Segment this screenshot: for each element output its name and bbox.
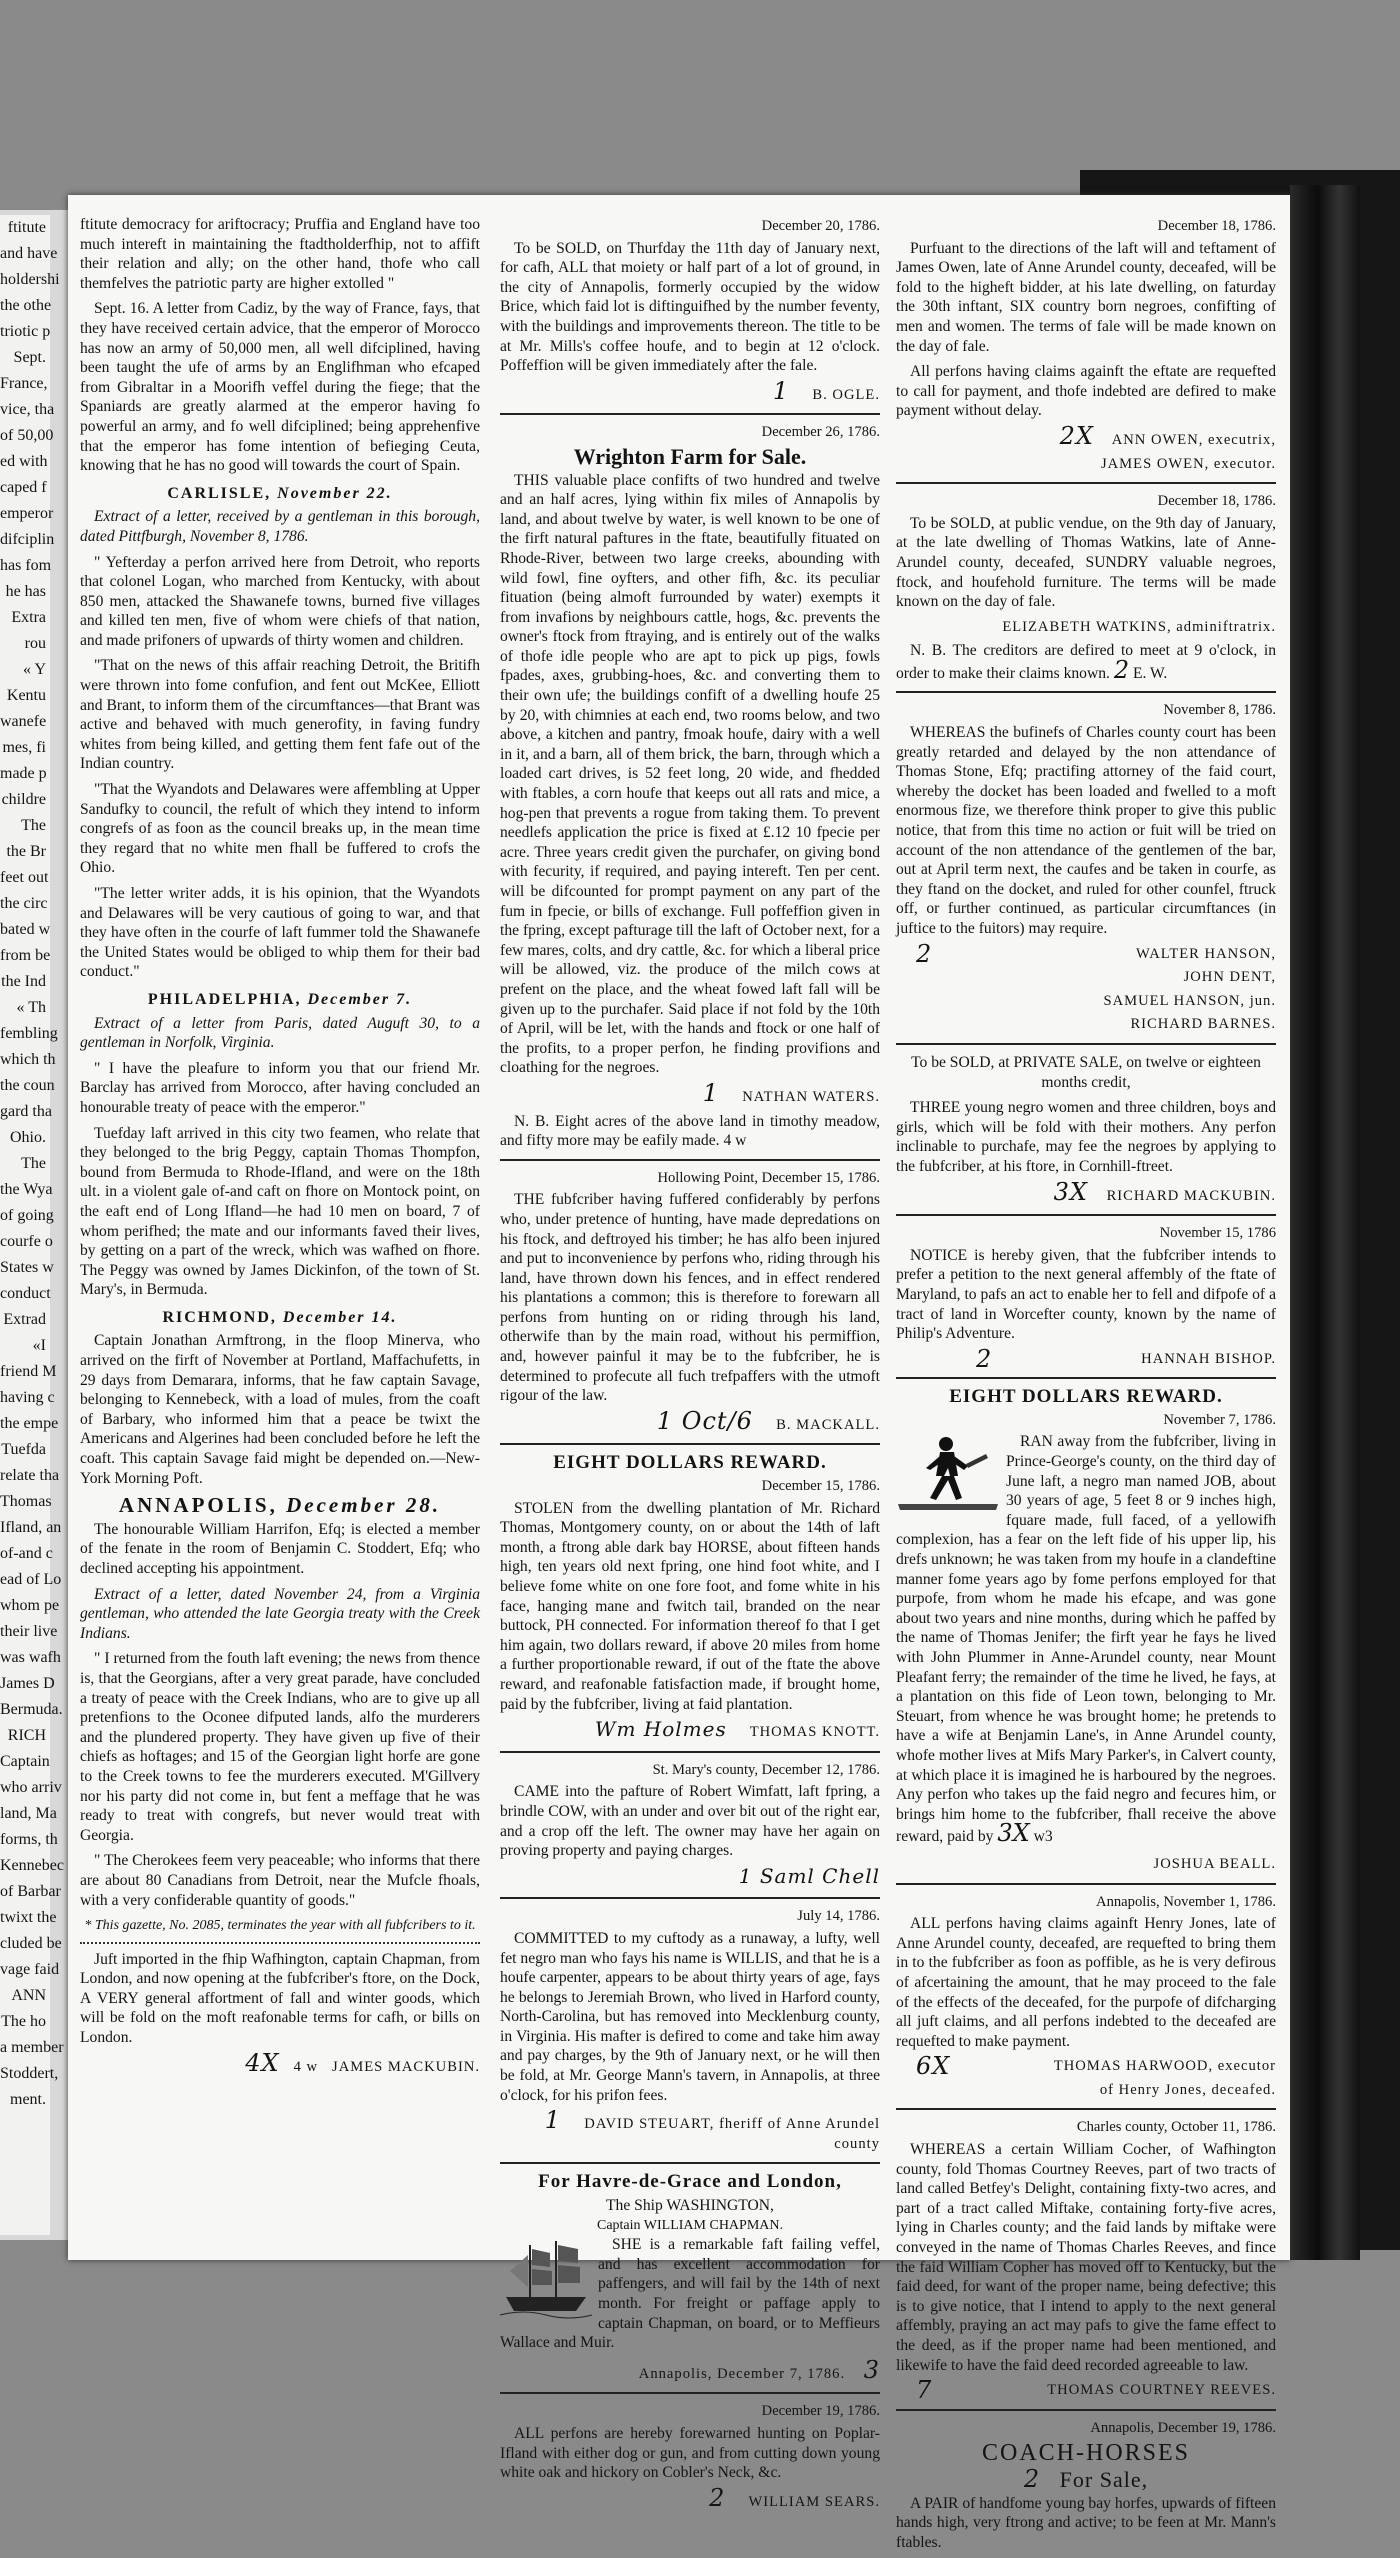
text-paragraph: " I returned from the fouth laft evening; the news from thence is, that the Georgians, after a very great parade, have concluded a treaty of peace with the Creek Indians, who are to give up all pretenfions to the Oconee difputed lands, alfo the murderers and the plundered property. They have given up five of their chiefs as hoftages; and 15 of the Georgian light horfe are gone to the Creek towns to fee the murderers executed. M'Gillvery nor his party did not come in, but fent a meffage that he was ready to treat with congrefs, but never would treat with Georgia. bbox=[80, 1650, 480, 1844]
signature: B. OGLE. bbox=[812, 386, 880, 403]
margin-fragment: RICH bbox=[7, 1727, 46, 1744]
signature: JOSHUA BEALL. bbox=[1153, 1855, 1276, 1872]
margin-fragment: ftitute bbox=[7, 219, 46, 236]
ad-ship: SHE is a remarkable faft failing veffel, and has excellent accommodation for paffengers, and will fail by the 14th of next month. For freight or paffage apply to captain Chapman, on board, or to Meffieurs Wallace and Muir. bbox=[500, 2236, 880, 2352]
margin-fragment: Kennebec bbox=[0, 1857, 64, 1874]
margin-fragment: ead of Lo bbox=[0, 1571, 62, 1588]
letter-intro: Extract of a letter from Paris, dated Auguft 30, to a gentleman in Norfolk, Virginia. bbox=[80, 1014, 480, 1052]
signature: THOMAS HARWOOD, executor bbox=[1053, 2058, 1276, 2075]
margin-fragment: States w bbox=[0, 1259, 54, 1276]
signature-row bbox=[896, 421, 1276, 451]
signature-row bbox=[896, 2376, 1276, 2405]
handwritten-mark: 6X bbox=[916, 2052, 951, 2081]
dateline-carlisle: CARLISLE, November 22. bbox=[167, 484, 393, 502]
ad-headline: COACH-HORSES bbox=[981, 2440, 1191, 2467]
divider bbox=[896, 1377, 1276, 1379]
divider bbox=[500, 2162, 880, 2164]
ad-reeves: WHEREAS a certain William Cocher, of Wafhington county, fold Thomas Courtney Reeves, part of two tracts of land called Betfey's Delight, containing fixty-two acres, and part of a tract called Miftake, containing forty-five acres, lying in Charles county; and the faid lands by miftake were conveyed in the name of Thomas Charles Reeves, and fince the faid William Copher has moved off to Kentucky, but the faid deed, for want of the proper name, being defective; this is to give notice, that I intend to apply to the next general affembly, praying an act may pafs to give the fame effect to the deed, as if the proper name had been mentioned, and likewife to have the faid deed recorded agreeable to law. bbox=[896, 2141, 1276, 2374]
divider bbox=[896, 1214, 1276, 1216]
margin-fragment: rou bbox=[24, 635, 46, 652]
ad-headline: To be SOLD, at PRIVATE SALE, on twelve or eighteen months credit, bbox=[911, 1053, 1261, 1091]
runaway-figure-icon bbox=[896, 1434, 1000, 1512]
margin-fragment: a member bbox=[0, 2039, 64, 2056]
ad-headline: EIGHT DOLLARS REWARD. bbox=[553, 1452, 827, 1474]
margin-fragment: «I bbox=[32, 1337, 46, 1354]
margin-fragment: friend M bbox=[0, 1363, 57, 1380]
signature: JAMES MACKUBIN. bbox=[332, 2058, 480, 2075]
text-paragraph: Captain Jonathan Armftrong, in the floop Minerva, who arrived on the firft of November at Portland, Maffachufetts, in 29 days from Demarara, informs, that he faw captain Savage, belonging to Kennebeck, with a load of mules, from the coaft of Barbary, who informed him that a peace be twixt the Americans and Algerines had been concluded before he left the coaft. This captain Savage faid might be depended on.—New-York Morning Poft. bbox=[80, 1332, 480, 1487]
margin-fragment: ment. bbox=[10, 2091, 46, 2108]
margin-fragment: vage faid bbox=[0, 1961, 60, 1978]
ad-date: Annapolis, November 1, 1786. bbox=[1096, 1893, 1276, 1910]
ad-date: July 14, 1786. bbox=[797, 1908, 880, 1925]
margin-fragment: Thomas bbox=[0, 1493, 52, 1510]
margin-fragment: forms, th bbox=[0, 1831, 58, 1848]
ad-date: December 15, 1786. bbox=[761, 1478, 880, 1495]
signature-row bbox=[500, 2483, 880, 2513]
ad-knott: STOLEN from the dwelling plantation of Mr. Richard Thomas, Montgomery county, on or about the 14th of laft month, a ftrong able dark bay HORSE, about fifteen hands high, ten years old next fpring, one hind foot white, and I believe fome white on one fore foot, and fome white in his face, hanging mane and fwitch tail, branded on the near buttock, PH connected. For information thereof fo that I get him again, two dollars reward, if above 20 miles from home a further proportionable reward, if out of the ftate the above reward, and reafonable fatisfaction made, if brought home, paid by the fubfcriber, living at faid plantation. bbox=[500, 1499, 880, 1713]
ad-bishop: NOTICE is hereby given, that the fubfcriber intends to prefer a petition to the next general affembly of the ftate of Maryland, to pafs an act to enable her to fell and difpofe of a tract of land in Worcefter county, known by the name of Philip's Adventure. bbox=[896, 1246, 1276, 1343]
signature-row bbox=[500, 376, 880, 406]
divider bbox=[500, 1897, 880, 1899]
divider bbox=[500, 1443, 880, 1445]
dateline-philadelphia: PHILADELPHIA, December 7. bbox=[147, 990, 413, 1008]
margin-fragment: land, Ma bbox=[0, 1805, 57, 1822]
margin-fragment: of going bbox=[0, 1207, 54, 1224]
ad-date: St. Mary's county, December 12, 1786. bbox=[652, 1761, 880, 1778]
ad-date: December 18, 1786. bbox=[1157, 493, 1276, 510]
ad-headline: EIGHT DOLLARS REWARD. bbox=[949, 1386, 1223, 1408]
ad-date: December 26, 1786. bbox=[761, 424, 880, 441]
margin-fragment: the Br bbox=[6, 843, 46, 860]
margin-fragment: emperor bbox=[0, 505, 54, 522]
handwritten-mark: 1 bbox=[702, 1078, 719, 1107]
letter-intro: Extract of a letter, dated November 24, from a Virginia gentleman, who attended the late Georgia treaty with the Creek Indians. bbox=[80, 1585, 480, 1642]
ad-tag: 4 w bbox=[293, 2058, 319, 2075]
signature: ELIZABETH WATKINS, adminiftratrix. bbox=[1002, 618, 1276, 635]
divider bbox=[896, 2409, 1276, 2411]
signature-row: Annapolis, December 7, 1786. 3 bbox=[638, 2355, 880, 2384]
ad-mackall: THE fubfcriber having fuffered confiderably by perfons who, under pretence of hunting, have made depredations on his ftock, and deftroyed his timber; he has alfo been injured and put to inconvenience by perfons who, riding through his land, have thrown down his fences, and in effect rendered his plantations a common; this is therefore to forewarn all perfons from hunting on or riding through his land, otherwife than by the main road, without his permiffion, and, however painful it may be to the fubfcriber, he is determined to profecute all fuch trefpaffers with the utmoft rigour of the law. bbox=[500, 1191, 880, 1405]
margin-fragment: vice, tha bbox=[0, 401, 55, 418]
signature: NATHAN WATERS. bbox=[742, 1088, 880, 1105]
ad-sears: ALL perfons are hereby forewarned hunting on Poplar-Ifland with either dog or gun, and from cutting down young white oak and hickory on Cobler's Neck, &c. bbox=[500, 2424, 880, 2482]
signature: ANN OWEN, executrix, bbox=[1111, 431, 1276, 448]
margin-fragment: Stoddert, bbox=[0, 2065, 59, 2082]
margin-fragment: Ifland, an bbox=[0, 1519, 62, 1536]
text-paragraph: " The Cherokees feem very peaceable; who informs that there are about 80 Canadians from Detroit, near the Mufcle fhoals, with a very confiderable quantity of goods." bbox=[80, 1852, 480, 1909]
ad-private-sale: THREE young negro women and three children, boys and girls, which will be fold with their mothers. Any perfon inclinable to purchafe, may fee the negroes by applying to the fubfcriber, at his ftore, in Cornhill-ftreet. bbox=[896, 1099, 1276, 1175]
margin-fragment: difciplin bbox=[0, 531, 55, 548]
margin-fragment: « Th bbox=[16, 999, 46, 1016]
handwritten-mark: 2 bbox=[976, 1344, 993, 1373]
margin-fragment: Ohio. bbox=[10, 1129, 46, 1146]
margin-fragment: fembling bbox=[0, 1025, 58, 1042]
ad-waters: THIS valuable place confifts of two hundred and twelve and an half acres, lying within fix miles of Annapolis by land, and about twelve by water, is well known to be one of the firft natural paftures in the ftate, beautifully fituated on Rhode-River, between two large creeks, abounding with wild fowl, fine oyfters, and other fifh, &c. its peculiar fituation (being almoft furrounded by water) exempts it from invafions by neighbours cattle, hogs, &c. prevents the owner's ftock from ftraying, and is entirely out of the walks of thofe idle people who are apt to pick up pigs, fowls fpades, axes, grubbing-hoes, &c. and converting them to their own ufe; the buildings confift of a dwelling houfe 25 by 20, with chimnies at each end, two rooms below, and two above, a kitchen and pantry, fmoak houfe, dairy with a well in it, and a barn, all of them brick, the barn, through which a loaded cart drives, is 52 feet long, 20 wide, and fhedded with ftables, a corn houfe that keeps out all rats and mice, a hog-pen that prevents a rogue from taking them. To prevent needlefs application the price is fixed at £.12 10 fpecie per acre. Three years credit given the purchafer, on giving bond with fecurity, if required, and paying intereft. Ten per cent. will be difcounted for prompt payment on any part of the fum in fpecie, or bills of exchange. Full poffeffion given in the fpring, except pafturage till the laft of October next, for a few mares, colts, and dry cattle, &c. for which a liberal price will be allowed, viz. the produce of the milch cows at prefent on the place, and the wheat fowed laft fall will be given up to the purchafer. Said place if not fold by the 10th of April, will be let, with the hands and ftock or one half of the profits, to a proper perfon, he finding provifions and cloathing for the negroes. bbox=[500, 471, 880, 1077]
margin-fragment: Bermuda. bbox=[0, 1701, 63, 1718]
text-paragraph: " I have the pleafure to inform you that our friend Mr. Barclay has arrived from Morocco, after having concluded an honourable treaty of peace with the emperor." bbox=[80, 1059, 480, 1116]
signature-row bbox=[500, 2106, 880, 2154]
ad-harwood: ALL perfons having claims againft Henry Jones, late of Anne Arundel county, deceafed, are requefted to bring them in to the fubfcriber as foon as poffible, as he is very defirous of afcertaining the amount, that he may proceed to the fale of the effects of the deceafed, for the purpofe of difcharging all juft claims, and all perfons indebted to the deceafed are requefted to make payment. bbox=[896, 1915, 1276, 2050]
handwritten-mark: 7 bbox=[916, 2376, 933, 2405]
signature: THOMAS KNOTT. bbox=[749, 1724, 880, 1741]
divider bbox=[896, 482, 1276, 484]
margin-fragment: ed with bbox=[0, 453, 48, 470]
text-paragraph: "That on the news of this affair reaching Detroit, the Britifh were thrown into fome confufion, and fent out McKee, Elliott and Brant, to inform them of the circumftances—that Brant was active and behaved with much generofity, in faving fundry whites from being killed, and getting them fent fafe out of the Indian country. bbox=[80, 657, 480, 773]
handwritten-mark: 3X bbox=[997, 1819, 1030, 1848]
signature: WALTER HANSON, bbox=[1136, 945, 1276, 962]
margin-fragment: having c bbox=[0, 1389, 55, 1406]
ad-ogle: To be SOLD, on Thurfday the 11th day of January next, for cafh, ALL that moiety or half part of a lot of ground, in the city of Annapolis, formerly occupied by the widow Brice, which faid lot is diftinguifhed by the number feventy, with the buildings and improvements thereon. The title to be at Mr. Mills's coffee houfe, and to begin at 12 o'clock. Poffeffion will be given immediately after the fale. bbox=[500, 239, 880, 375]
ad-nb: N. B. Eight acres of the above land in timothy meadow, and fifty more may be eafily made. 4 w bbox=[500, 1112, 880, 1150]
margin-fragment: Tuefda bbox=[1, 1441, 46, 1458]
signature: THOMAS COURTNEY REEVES. bbox=[1047, 2382, 1276, 2399]
margin-fragment: wanefe bbox=[0, 713, 47, 730]
margin-fragment: from be bbox=[0, 947, 51, 964]
margin-fragment: of-and c bbox=[0, 1545, 53, 1562]
signature: B. MACKALL. bbox=[776, 1416, 880, 1433]
signature-row bbox=[500, 1406, 880, 1436]
margin-fragment: was wafh bbox=[0, 1649, 61, 1666]
signature: JAMES OWEN, executor. bbox=[1100, 455, 1276, 472]
gazette-note: * This gazette, No. 2085, terminates the year with all fubfcribers to it. bbox=[84, 1918, 476, 1934]
ad-headline: Wrighton Farm for Sale. bbox=[573, 443, 807, 469]
book-spine bbox=[1290, 185, 1360, 2260]
divider bbox=[896, 1043, 1276, 1045]
text-paragraph: "That the Wyandots and Delawares were affembling at Upper Sandufky to council, the refult of which they intend to inform congrefs of as foon as the council breaks up, in the mean time they regard that no white men fhall be fuffered to crofs the Ohio. bbox=[80, 781, 480, 877]
divider bbox=[896, 691, 1276, 693]
handwritten-mark: 1 Oct/6 bbox=[656, 1406, 753, 1435]
margin-fragment: caped f bbox=[0, 479, 47, 496]
margin-fragment: The bbox=[21, 1155, 46, 1172]
margin-fragment: Kentu bbox=[6, 687, 46, 704]
margin-fragment: Sept. bbox=[13, 349, 46, 366]
signature-row bbox=[500, 1717, 880, 1743]
handwritten-mark: 3X bbox=[1053, 1177, 1088, 1206]
handwritten-mark: 1 bbox=[772, 376, 790, 405]
previous-page-sliver bbox=[0, 215, 64, 2235]
margin-fragment: Extrad bbox=[3, 1311, 46, 1328]
ad-date: December 20, 1786. bbox=[761, 218, 880, 234]
margin-fragment: the Ind bbox=[1, 973, 46, 990]
ad-subheadline: 2 For Sale, bbox=[1023, 2464, 1149, 2493]
column-2 bbox=[500, 215, 880, 2516]
text-paragraph: "The letter writer adds, it is his opinion, that the Wyandots and Delawares will be very cautious of going to war, and that they have often in the courfe of laft fummer told the Shawanefe the United States would be obliged to whip them for their bad conduct." bbox=[80, 885, 480, 981]
signature-row bbox=[896, 2052, 1276, 2081]
handwritten-mark: 2 bbox=[1023, 2464, 1041, 2493]
margin-fragment: of 50,00 bbox=[0, 427, 54, 444]
newspaper-page bbox=[68, 195, 1290, 2551]
margin-fragment: triotic p bbox=[0, 323, 51, 340]
ad-date: November 15, 1786 bbox=[1159, 1225, 1276, 1242]
margin-fragment: mes, fi bbox=[2, 739, 46, 756]
ship-name: The Ship WASHINGTON, bbox=[606, 2197, 774, 2215]
handwritten-mark: 2X bbox=[1059, 421, 1094, 450]
margin-fragment: James D bbox=[0, 1675, 55, 1692]
margin-fragment: twixt the bbox=[0, 1909, 57, 1926]
ship-captain: Captain WILLIAM CHAPMAN. bbox=[596, 2217, 783, 2233]
ad-hanson: WHEREAS the bufinefs of Charles county court has been greatly retarded and delayed by the non attendance of Thomas Stone, Efq; practifing attorney of the faid court, whereby the docket has been loaded and fwelled to a moft enormous fize, we therefore think proper to give this public notice, that from this time no action or fuit will be tried on account of the non attendance of the gentlemen of the bar, out at April term next, the caufes and be taken in courfe, as they ftand on the docket, and ruled for other counfel, ftruck off, or further continued, as particular circumftances (in juftice to the fuitors) may require. bbox=[896, 724, 1276, 937]
signature-row bbox=[80, 2048, 480, 2078]
signature-row bbox=[896, 1177, 1276, 1207]
margin-fragment: feet out bbox=[0, 869, 49, 886]
ad-nb: N. B. The creditors are defired to meet at 9 o'clock, in order to make their claims known. 2 E. W. bbox=[896, 642, 1276, 684]
margin-fragment: bated w bbox=[0, 921, 51, 938]
margin-fragment: « Y bbox=[23, 661, 46, 678]
signature-row bbox=[500, 1078, 880, 1108]
ad-watkins: To be SOLD, at public vendue, on the 9th day of January, at the late dwelling of Thomas Watkins, late of Anne-Arundel county, deceafed, SUNDRY valuable negroes, ftock, and houfehold furniture. The terms will be made known on the day of fale. bbox=[896, 514, 1276, 611]
ad-date: Hollowing Point, December 15, 1786. bbox=[657, 1169, 880, 1186]
margin-fragment: has fom bbox=[0, 557, 52, 574]
ad-headline: For Havre-de-Grace and London, bbox=[538, 2171, 842, 2193]
handwritten-mark: 4X bbox=[245, 2048, 280, 2077]
margin-fragment: The bbox=[21, 817, 46, 834]
margin-fragment: cluded be bbox=[0, 1935, 62, 1952]
divider bbox=[80, 1942, 480, 1944]
signature-row bbox=[500, 1863, 880, 1890]
divider bbox=[500, 413, 880, 415]
handwritten-mark: 2 bbox=[916, 939, 933, 968]
divider bbox=[896, 1883, 1276, 1885]
text-paragraph: ftitute democracy for ariftocracy; Pruffia and England have too much intereft in maintaining the ftadtholderfhip, not to affift their relation and ally; on the other hand, thofe who call themfelves the patriotic party are higher extolled " bbox=[80, 216, 480, 292]
divider bbox=[500, 1159, 880, 1161]
margin-fragment: made p bbox=[0, 765, 47, 782]
ad-owen: Purfuant to the directions of the laft will and teftament of James Owen, late of Anne Arundel county, deceafed, will be fold to the higheft bidder, at his late dwelling, on faturday the 30th inftant, SIX country born negroes, confifting of men and women. The terms of fale will be made known on the day of fale. bbox=[896, 239, 1276, 355]
margin-fragment: Extra bbox=[11, 609, 46, 626]
column-1 bbox=[80, 215, 480, 2081]
divider bbox=[896, 2108, 1276, 2110]
divider bbox=[500, 1751, 880, 1753]
margin-fragment: France, bbox=[0, 375, 48, 392]
margin-fragment: whom pe bbox=[0, 1597, 60, 1614]
text-paragraph: " Yefterday a perfon arrived here from Detroit, who reports that colonel Logan, who marched from Kentucky, with about 850 men, attacked the Shawanefe towns, burned five villages and killed ten men, five of whom were chiefs of that nation, and made prifoners of upwards of thirty women and children. bbox=[80, 553, 480, 649]
signature: SAMUEL HANSON, jun. bbox=[1103, 992, 1276, 1009]
ad-date: December 19, 1786. bbox=[761, 2403, 880, 2420]
divider bbox=[500, 2392, 880, 2394]
margin-fragment: the circ bbox=[0, 895, 48, 912]
margin-fragment: the othe bbox=[0, 297, 52, 314]
ship-icon bbox=[500, 2237, 592, 2321]
dateline-annapolis: ANNAPOLIS, December 28. bbox=[118, 1493, 442, 1518]
signature: HANNAH BISHOP. bbox=[1141, 1350, 1276, 1367]
margin-fragment: holdershi bbox=[0, 271, 60, 288]
signature: DAVID STEUART, fheriff of Anne Arundel county bbox=[584, 2116, 880, 2152]
ad-date: Annapolis, December 19, 1786. bbox=[1090, 2419, 1276, 2436]
ad-date: November 7, 1786. bbox=[1163, 1411, 1276, 1428]
handwritten-mark: 3 bbox=[863, 2355, 880, 2384]
margin-fragment: the empe bbox=[0, 1415, 59, 1432]
margin-fragment: of Barbar bbox=[0, 1883, 61, 1900]
margin-fragment: and have bbox=[0, 245, 58, 262]
margin-fragment: the coun bbox=[0, 1077, 55, 1094]
ad-beall: RAN away from the fubfcriber, living in Prince-George's county, on the third day of June laft, a negro man named JOB, about 30 years of age, 5 feet 8 or 9 inches high, fquare made, full faced, of a yellowifh complexion, has a fear on the left fide of his upper lip, his drefs unknown; he was taken from my houfe in a clandeftine manner fome years ago by fome perfons employed for that purpofe, from whom he made his efcape, and was gone about two years and nine months, during which he paffed by the name of Thomas Jenifer; the firft year he fays he lived with John Plummer in Anne-Arundel county, near Mount Pleafant ferry; the remainder of the time he lived, he fays, at a plantation on this fide of Leon town, belonging to Mr. Steuart, from whence he was brought home; he pretends to have a wife at Benjamin Lane's, in Anne Arundel county, whofe mother lives at Mifs Mary Parker's, in Calvert county, at which place it is imagined he is harboured by the negroes. Any perfon who takes up the faid negro and fecures him, or brings him home to the fubfcriber, fhall receive the above reward, paid by 3X w3 bbox=[896, 1433, 1276, 1848]
signature: JOHN DENT, bbox=[1183, 969, 1276, 986]
signature-row bbox=[896, 1344, 1276, 1373]
text-paragraph: Tuefday laft arrived in this city two feamen, who relate that they belonged to the brig Peggy, captain Thomas Thompfon, bound from Bermuda to Rhode-Ifland, and were on the 18th ult. in a violent gale of-and caft on fhore on Montock point, on the eaft end of Long Ifland—he had 10 men on board, 7 of whom perifhed; the mate and our informants faved their lives, by getting on a part of the wreck, which was wafhed on fhore. The Peggy was owned by James Dickinfon, of the town of St. Mary's, in Bermuda. bbox=[80, 1124, 480, 1299]
signature: RICHARD BARNES. bbox=[1130, 1016, 1276, 1033]
margin-fragment: which th bbox=[0, 1051, 56, 1068]
margin-fragment: relate tha bbox=[0, 1467, 60, 1484]
margin-fragment: he has bbox=[5, 583, 46, 600]
ad-date: November 8, 1786. bbox=[1163, 702, 1276, 719]
margin-fragment: Captain bbox=[0, 1753, 50, 1770]
margin-fragment: courfe o bbox=[0, 1233, 53, 1250]
margin-fragment: childre bbox=[1, 791, 46, 808]
ad-coach-horses: A PAIR of handfome young bay horfes, upwards of fifteen hands high, very ftrong and active; to be feen at Mr. Mann's ftables. bbox=[896, 2494, 1276, 2551]
handwritten-mark: 1 bbox=[544, 2106, 562, 2135]
margin-fragment: gard tha bbox=[0, 1103, 52, 1120]
margin-fragment: who arriv bbox=[0, 1779, 62, 1796]
text-paragraph: Sept. 16. A letter from Cadiz, by the way of France, fays, that they have received certain advice, that the emperor of Morocco has now an army of 50,000 men, all well difciplined, having been taught the ufe of arms by an Englifhman who efcaped from Gibraltar in a Moorifh veffel during the fiege; that the Spaniards are greatly alarmed at the emperor having fo powerful an army, and fo well difciplined; being apprehenfive that the emperor has fome intention of befieging Ceuta, knowing that he has no good will towards the court of Spain. bbox=[80, 300, 480, 475]
signature-row bbox=[896, 939, 1276, 968]
letter-intro: Extract of a letter, received by a gentleman in this borough, dated Pittfburgh, November 8, 1786. bbox=[80, 508, 480, 545]
margin-fragment: The ho bbox=[1, 2013, 46, 2030]
text-paragraph: The honourable William Harrifon, Efq; is elected a member of the fenate in the room of Benjamin C. Stoddert, Efq; who declined accepting his appointment. bbox=[80, 1520, 480, 1577]
handwritten-mark: Wm Holmes bbox=[594, 1717, 727, 1742]
margin-fragment: ANN bbox=[11, 1987, 46, 2004]
ad-date: Charles county, October 11, 1786. bbox=[1076, 2119, 1276, 2136]
ad-mackubin: Juft imported in the fhip Wafhington, captain Chapman, from London, and now opening at the fubfcriber's ftore, on the Dock, A VERY general affortment of fall and winter goods, which will be fold on the moft reafonable terms for cafh, or bills on London. bbox=[80, 1950, 480, 2047]
margin-fragment: their live bbox=[0, 1623, 58, 1640]
signature: WILLIAM SEARS. bbox=[748, 2493, 880, 2510]
ad-steuart: COMMITTED to my cuftody as a runaway, a lufty, well fet negro man who fays his name is WILLIS, and that he is a houfe carpenter, appears to be about thirty years of age, fays he belongs to Jeremiah Brown, who lived in Harford county, North-Carolina, but has removed into Mecklenburg county, in Virginia. His mafter is defired to come and take him away and pay charges, by the 9th of January next, or he will then be fold, at Mr. George Mann's tavern, in Annapolis, at three o'clock, for his prifon fees. bbox=[500, 1929, 880, 2104]
handwritten-mark: 2 bbox=[709, 2483, 726, 2512]
handwritten-mark: 1 Saml Chell bbox=[738, 1863, 880, 1888]
dateline-richmond: RICHMOND, December 14. bbox=[162, 1308, 398, 1326]
margin-fragment: conduct bbox=[0, 1285, 51, 1302]
ad-date: December 18, 1786. bbox=[1157, 218, 1276, 234]
column-3 bbox=[896, 215, 1276, 2558]
margin-fragment: the Wya bbox=[0, 1181, 53, 1198]
ad-owen-claims: All perfons having claims againft the eftate are requefted to call for payment, and thofe indebted are defired to make payment without delay. bbox=[896, 363, 1276, 420]
ad-cow: CAME into the pafture of Robert Wimfatt, laft fpring, a brindle COW, with an under and over bit out of the right ear, and a crop off the left. The owner may have her again on proving property and paying charges. bbox=[500, 1783, 880, 1860]
signature: of Henry Jones, deceafed. bbox=[1099, 2081, 1276, 2098]
signature: RICHARD MACKUBIN. bbox=[1106, 1187, 1276, 1204]
